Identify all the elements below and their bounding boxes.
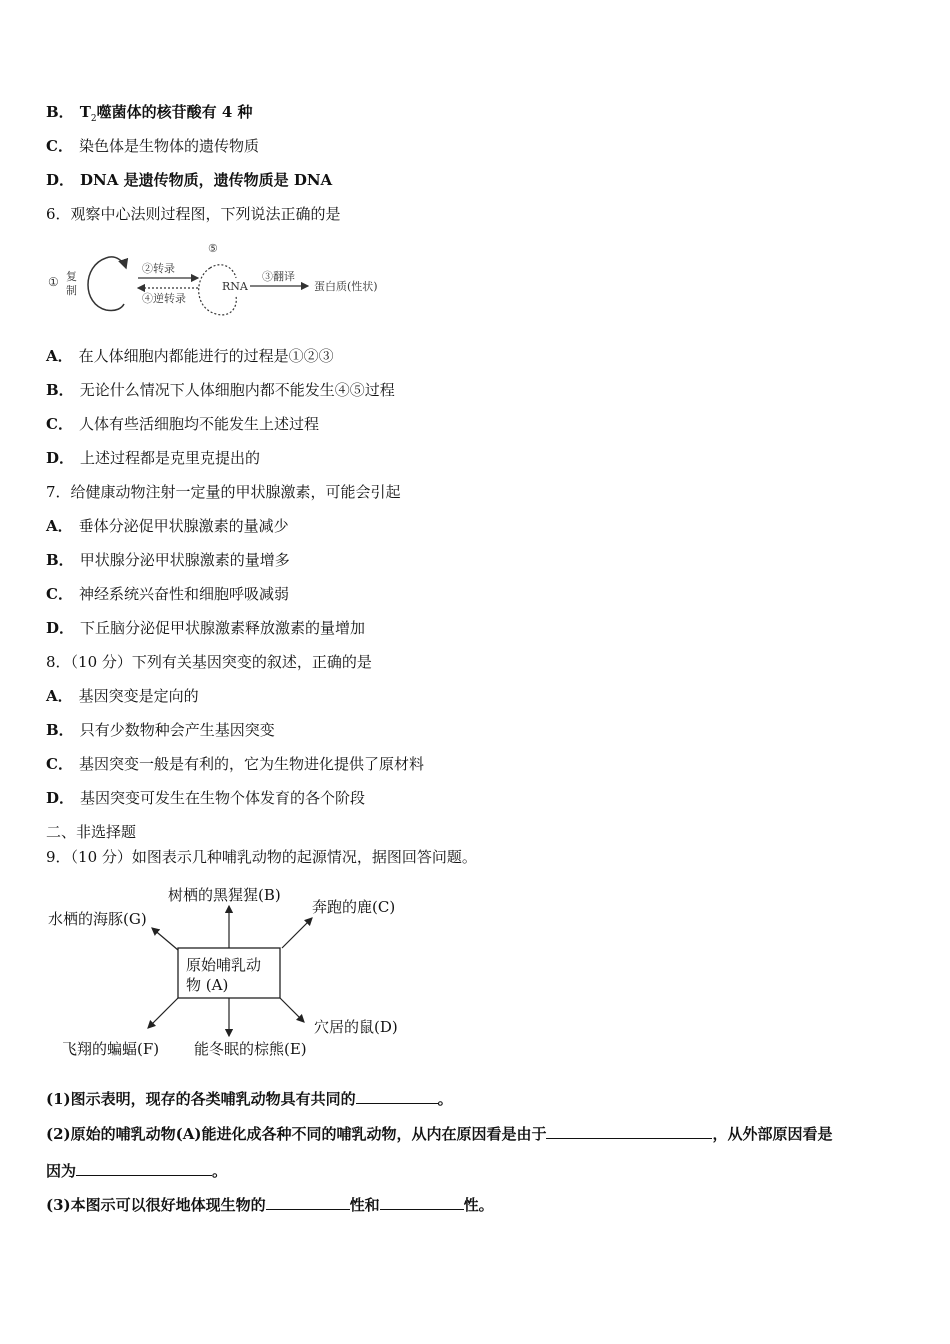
option-text: 神经系统兴奋性和细胞呼吸减弱 xyxy=(78,585,289,603)
q6-stem: 6．观察中心法则过程图，下列说法正确的是 xyxy=(46,205,341,223)
replication-arc xyxy=(88,258,124,311)
mammal-origin-diagram xyxy=(44,880,424,1062)
option-text: 染色体是生物体的遗传物质 xyxy=(78,137,259,155)
q6-option-d xyxy=(46,448,260,468)
replication-arc-top xyxy=(106,257,126,268)
reverse-transcription-label: ④逆转录 xyxy=(142,292,186,305)
replication-label-1: 复 xyxy=(66,270,77,283)
q9-sub2 xyxy=(46,1124,832,1144)
option-letter: D． xyxy=(46,619,75,637)
translation-label: ③翻译 xyxy=(262,270,295,283)
label-c: 奔跑的鹿(C) xyxy=(312,898,396,916)
q8-option-d xyxy=(46,788,365,808)
q6-option-c xyxy=(46,414,319,434)
sub2-end: 。 xyxy=(212,1162,228,1180)
sub2-text-3: 因为 xyxy=(46,1162,77,1180)
option-letter: B． xyxy=(46,721,74,739)
answer-blank[interactable] xyxy=(546,1124,712,1139)
option-text: 人体有些活细胞均不能发生上述过程 xyxy=(78,415,319,433)
q8-stem: 8．（10 分）下列有关基因突变的叙述，正确的是 xyxy=(46,653,372,671)
q7-option-d xyxy=(46,618,365,638)
q5-option-d xyxy=(46,170,332,190)
option-letter: A． xyxy=(46,517,73,535)
option-letter: A． xyxy=(46,347,73,365)
option-text: 下丘脑分泌促甲状腺激素释放激素的量增加 xyxy=(80,619,366,637)
label-d: 穴居的鼠(D) xyxy=(314,1018,398,1036)
q7-option-b xyxy=(46,550,290,570)
q5-option-b xyxy=(46,102,252,129)
q8-option-c xyxy=(46,754,424,774)
option-text: 只有少数物种会产生基因突变 xyxy=(79,721,275,739)
label-e: 能冬眠的棕熊(E) xyxy=(194,1040,307,1058)
option-letter: C． xyxy=(46,585,73,603)
label-f: 飞翔的蝙蝠(F) xyxy=(62,1040,160,1058)
option-letter: D． xyxy=(46,171,75,189)
protein-label: 蛋白质(性状) xyxy=(314,280,378,293)
answer-blank[interactable] xyxy=(266,1195,350,1210)
answer-blank[interactable] xyxy=(356,1089,438,1104)
sub2-text: (2)原始的哺乳动物(A)能进化成各种不同的哺乳动物，从内在原因看是由于 xyxy=(46,1125,547,1143)
q6-option-a xyxy=(46,346,334,366)
replication-label-2: 制 xyxy=(66,284,77,297)
sub3-text-2: 性和 xyxy=(349,1196,380,1214)
option-letter: C． xyxy=(46,137,73,155)
q7-option-c xyxy=(46,584,289,604)
option-text: 基因突变可发生在生物个体发育的各个阶段 xyxy=(80,789,366,807)
q9-sub2-cont xyxy=(46,1161,227,1181)
transcription-label: ②转录 xyxy=(142,262,175,275)
option-letter: B． xyxy=(46,551,74,569)
answer-blank[interactable] xyxy=(380,1195,464,1210)
center-label-2: 物 (A) xyxy=(186,976,229,994)
q7-stem: 7．给健康动物注射一定量的甲状腺激素，可能会引起 xyxy=(46,483,401,501)
option-text: 垂体分泌促甲状腺激素的量减少 xyxy=(78,517,289,535)
sub3-text: (3)本图示可以很好地体现生物的 xyxy=(46,1196,266,1214)
section-heading: 二、非选择题 xyxy=(46,823,137,841)
sub3-end: 性。 xyxy=(463,1196,494,1214)
rna-replication-label: ⑤ xyxy=(208,242,218,255)
option-text: 噬菌体的核苷酸有 4 种 xyxy=(96,103,253,121)
sub1-text: (1)图示表明，现存的各类哺乳动物具有共同的 xyxy=(46,1090,356,1108)
sub1-end: 。 xyxy=(437,1090,453,1108)
sub2-text-2: ，从外部原因看是 xyxy=(712,1125,833,1143)
option-letter: D． xyxy=(46,449,75,467)
rna-label: RNA xyxy=(222,280,248,293)
option-text: 基因突变是定向的 xyxy=(78,687,199,705)
q6-option-b xyxy=(46,380,395,400)
q5-option-c xyxy=(46,136,259,156)
option-text: DNA 是遗传物质，遗传物质是 DNA xyxy=(80,171,333,189)
option-letter: B． xyxy=(46,381,74,399)
option-letter: B． xyxy=(46,103,74,121)
q9-stem: 9．（10 分）如图表示几种哺乳动物的起源情况，据图回答问题。 xyxy=(46,848,477,866)
option-text: 基因突变一般是有利的，它为生物进化提供了原材料 xyxy=(78,755,424,773)
q8-option-a xyxy=(46,686,199,706)
option-letter: A． xyxy=(46,687,73,705)
q9-sub1 xyxy=(46,1089,453,1109)
option-text: 在人体细胞内都能进行的过程是①②③ xyxy=(78,347,334,365)
replication-number: ① xyxy=(48,275,59,289)
option-letter: D． xyxy=(46,789,75,807)
option-letter: C． xyxy=(46,755,73,773)
option-text: 上述过程都是克里克提出的 xyxy=(80,449,261,467)
q9-sub3 xyxy=(46,1195,494,1215)
option-letter: C． xyxy=(46,415,73,433)
q8-option-b xyxy=(46,720,275,740)
central-dogma-diagram xyxy=(44,238,414,322)
option-text: 甲状腺分泌甲状腺激素的量增多 xyxy=(79,551,290,569)
label-b: 树栖的黑猩猩(B) xyxy=(168,886,281,904)
label-g: 水栖的海豚(G) xyxy=(48,910,147,928)
answer-blank[interactable] xyxy=(76,1161,212,1176)
option-text-pre: T xyxy=(79,103,91,121)
option-text: 无论什么情况下人体细胞内都不能发生④⑤过程 xyxy=(79,381,395,399)
q7-option-a xyxy=(46,516,289,536)
option-subscript: 2 xyxy=(90,114,97,124)
center-label-1: 原始哺乳动 xyxy=(186,956,262,974)
